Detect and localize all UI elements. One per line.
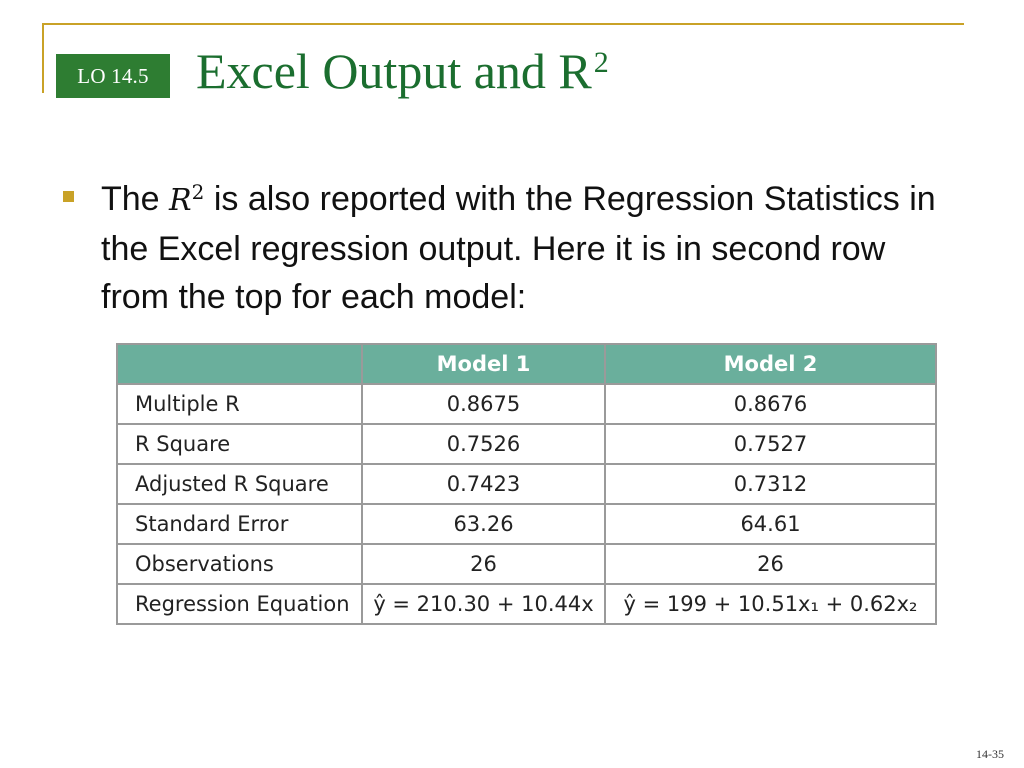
table-row bbox=[117, 504, 936, 544]
table-row bbox=[117, 464, 936, 504]
bullet-prefix: The bbox=[101, 180, 170, 218]
model-2-value: 26 bbox=[605, 544, 936, 584]
page-number: 14-35 bbox=[976, 747, 1004, 761]
model-1-value: 0.7423 bbox=[362, 464, 605, 504]
bullet-suffix: is also reported with the Regression Statistics in the Excel regression output. Here it is in second row from the top for each model: bbox=[101, 180, 936, 316]
row-label: Multiple R bbox=[117, 384, 362, 424]
model-2-value: 0.7312 bbox=[605, 464, 936, 504]
model-1-value: 0.8675 bbox=[362, 384, 605, 424]
r-symbol: R bbox=[169, 183, 192, 218]
regression-stats-table bbox=[116, 343, 937, 625]
row-label: Regression Equation bbox=[117, 584, 362, 624]
slide-title bbox=[196, 42, 609, 100]
model-2-value: 0.7527 bbox=[605, 424, 936, 464]
row-label: Observations bbox=[117, 544, 362, 584]
model-2-value: 0.8676 bbox=[605, 384, 936, 424]
row-label: R Square bbox=[117, 424, 362, 464]
left-rule bbox=[42, 23, 44, 93]
bullet-square-icon bbox=[63, 191, 74, 202]
row-label: Standard Error bbox=[117, 504, 362, 544]
title-superscript: 2 bbox=[593, 46, 609, 79]
lo-badge: LO 14.5 bbox=[56, 54, 170, 98]
table-row bbox=[117, 584, 936, 624]
model-2-equation: ŷ = 199 + 10.51x₁ + 0.62x₂ bbox=[605, 584, 936, 624]
header-model-2: Model 2 bbox=[605, 344, 936, 384]
model-1-value: 0.7526 bbox=[362, 424, 605, 464]
model-1-value: 63.26 bbox=[362, 504, 605, 544]
model-1-value: 26 bbox=[362, 544, 605, 584]
table-row bbox=[117, 384, 936, 424]
bullet-text bbox=[101, 168, 961, 321]
top-rule bbox=[42, 23, 964, 25]
table-row bbox=[117, 424, 936, 464]
table-header-row bbox=[117, 344, 936, 384]
model-1-equation: ŷ = 210.30 + 10.44x bbox=[362, 584, 605, 624]
model-2-value: 64.61 bbox=[605, 504, 936, 544]
header-model-1: Model 1 bbox=[362, 344, 605, 384]
header-blank bbox=[117, 344, 362, 384]
title-text: Excel Output and R bbox=[196, 43, 592, 99]
r-exponent: 2 bbox=[191, 180, 205, 204]
r-squared-symbol bbox=[169, 180, 205, 218]
table-row bbox=[117, 544, 936, 584]
row-label: Adjusted R Square bbox=[117, 464, 362, 504]
